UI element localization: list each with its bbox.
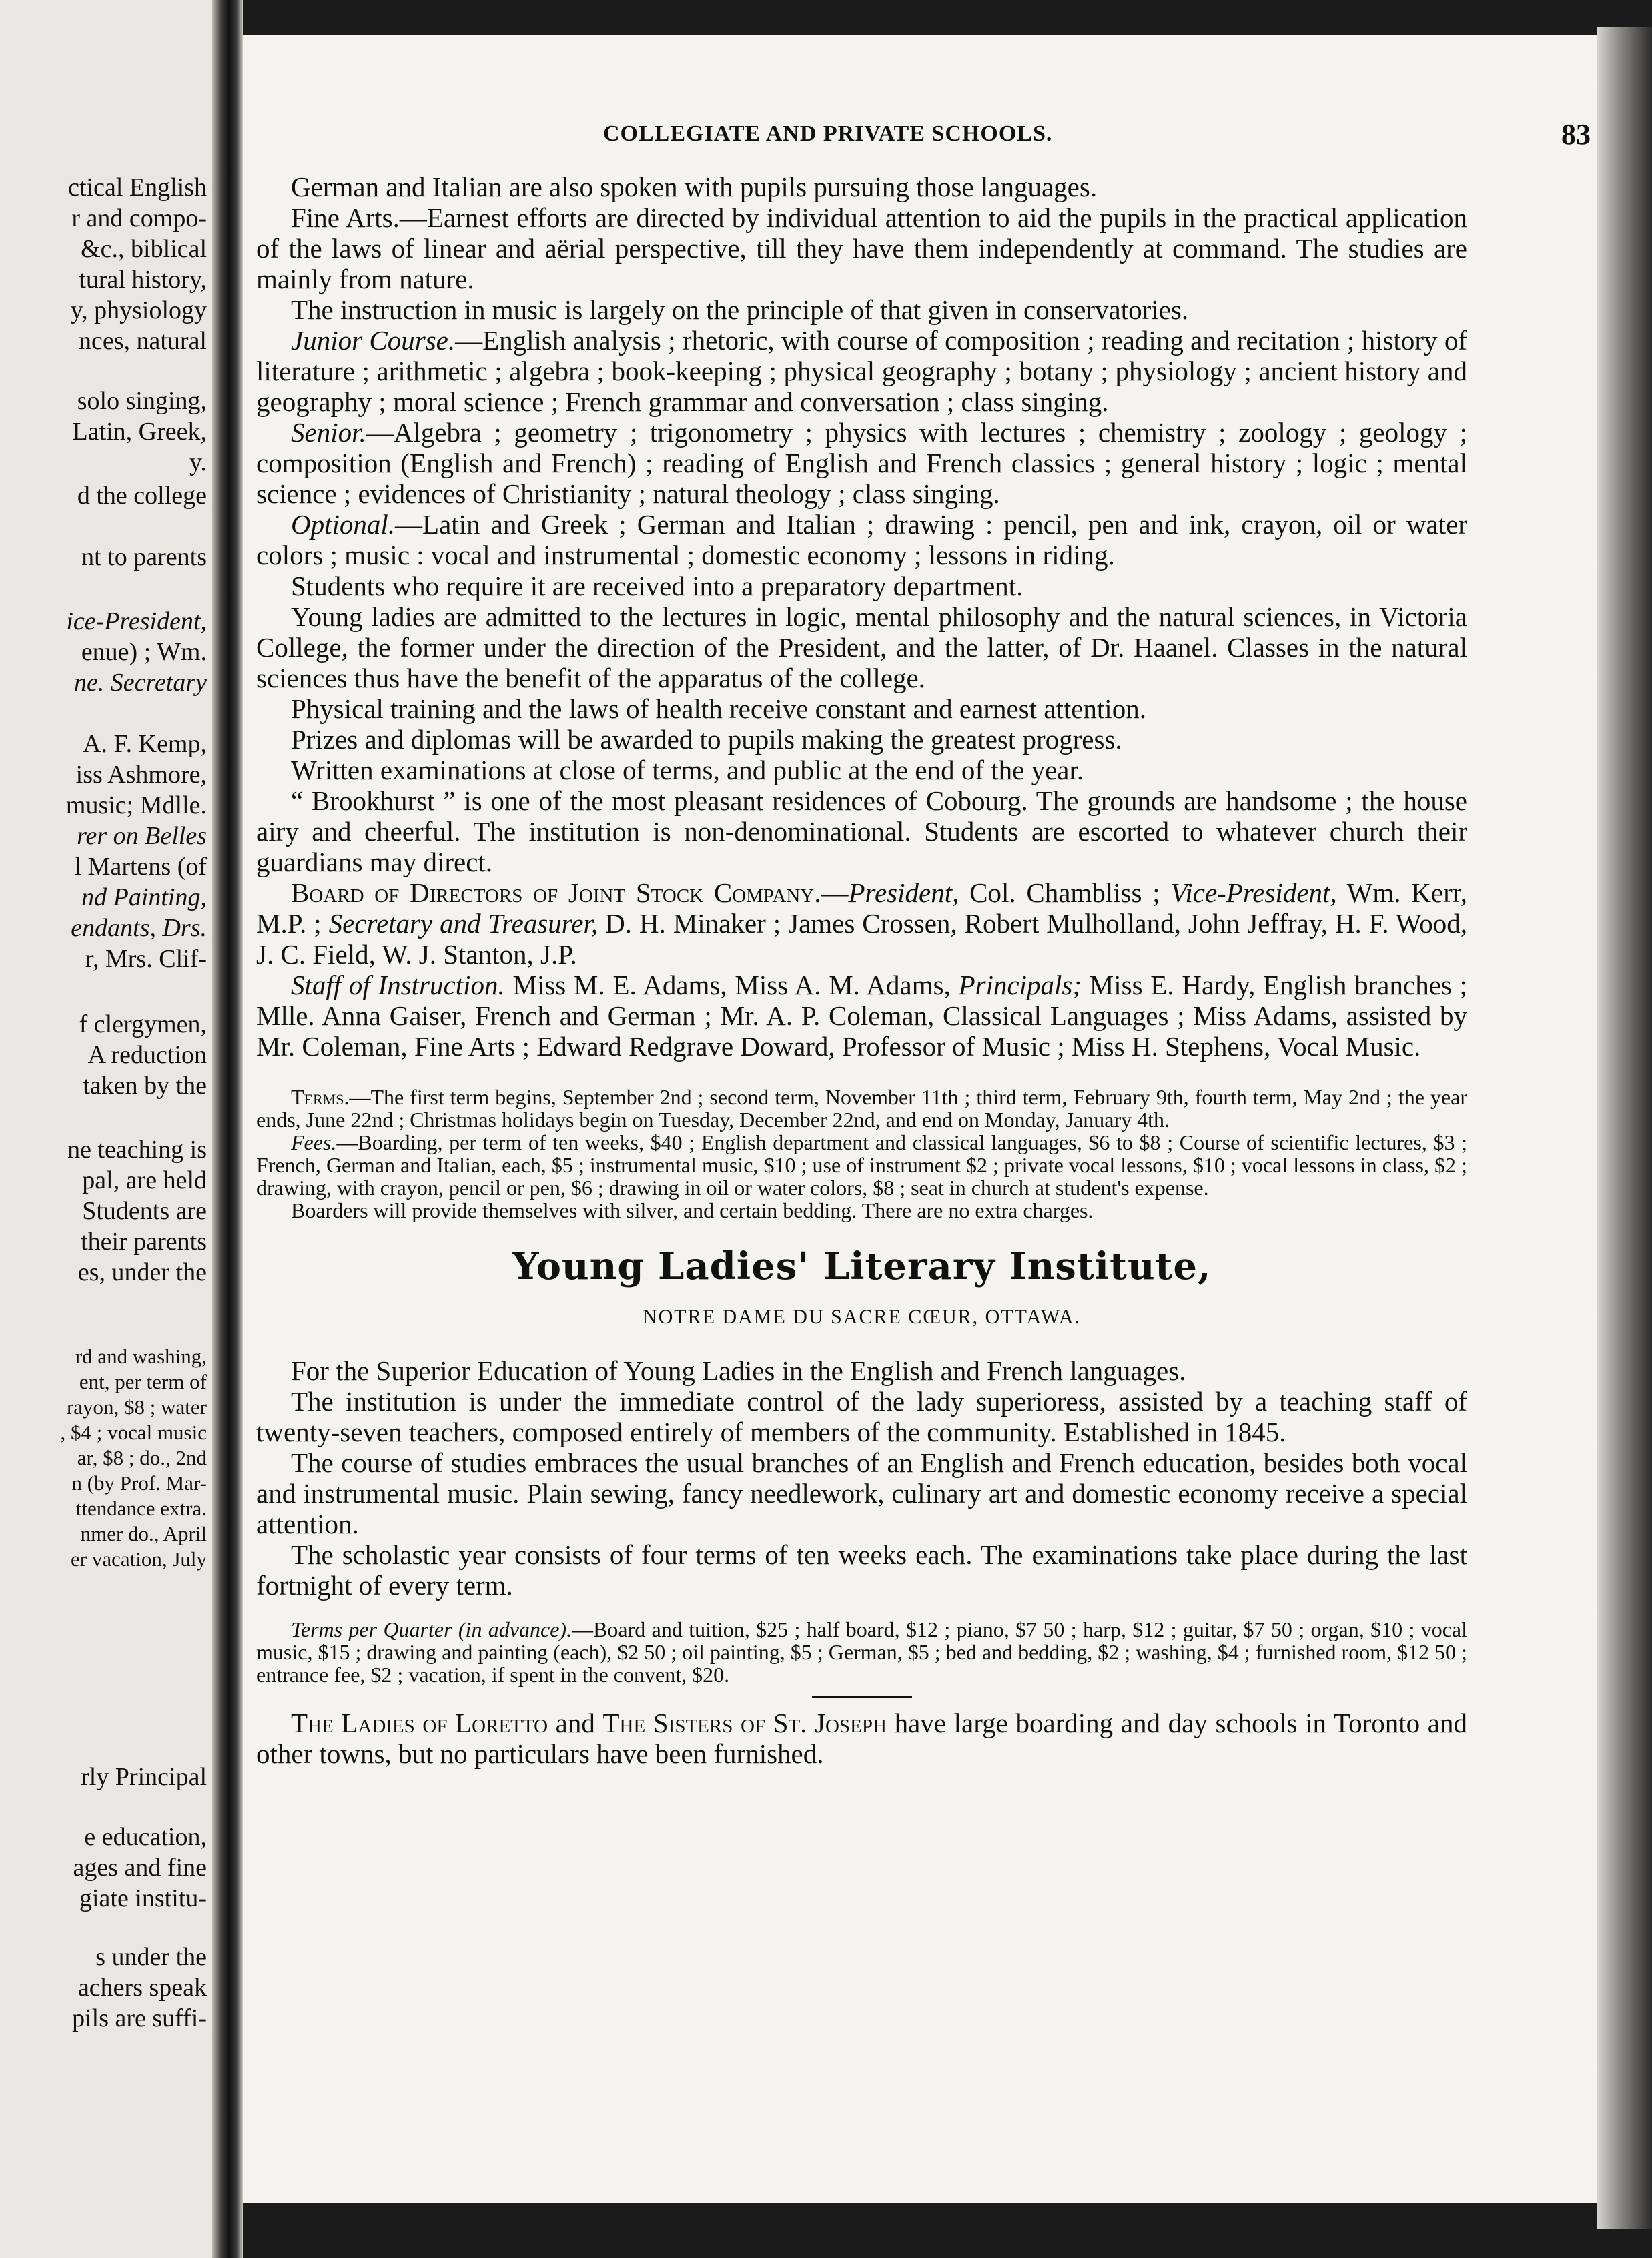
left-page-line: achers speak [77, 1974, 207, 2002]
left-page-line: &c., biblical [81, 235, 207, 263]
terms-block [256, 1086, 1467, 1222]
paragraph-junior-course: Junior Course.—English analysis ; rhetoric, with course of composition ; reading and recitation ; history of literature ; arithmetic ; algebra ; book-keeping ; physical geography ; botany ; physiology ; ancient history and geography ; moral science ; French grammar and conversation ; class singing. [256, 325, 1468, 417]
institute-terms: Terms per Quarter (in advance).—Board and tuition, $25 ; half board, $12 ; piano, $7 50 ; harp, $12 ; guitar, $7 50 ; organ, $10 ; vocal music, $15 ; drawing and painting (each), $2 50 ; oil painting, $5 ; German, $5 ; bed and bedding, $2 ; washing, $4 ; furnished room, $12 50 ; entrance fee, $2 ; vacation, if spent in the convent, $20. [256, 1617, 1468, 1687]
section-subtitle: NOTRE DAME DU SACRE CŒUR, OTTAWA. [642, 1306, 1082, 1328]
left-page-line: er vacation, July [70, 1547, 207, 1571]
left-page-line: y, physiology [70, 296, 207, 324]
main-text [256, 171, 1467, 1769]
left-page-fragment [0, 0, 212, 2258]
left-page-line: l Martens (of [74, 853, 207, 881]
left-page-line: iss Ashmore, [75, 761, 207, 789]
paragraph-fine-arts: Fine Arts.—Earnest efforts are directed by individual attention to aid the pupils in the practical application of the laws of linear and aërial perspective, till they have them independently at command. The studies are mainly from nature. [256, 202, 1467, 294]
paragraph: The course of studies embraces the usual branches of an English and French education, besides both vocal and instrumental music. Plain sewing, fancy needlework, culinary art and domestic economy receive a special attention. [256, 1447, 1467, 1539]
book-gutter [212, 0, 243, 2258]
left-page-line: music; Mdlle. [65, 791, 207, 819]
left-page-line: rer on Belles [77, 822, 207, 850]
paragraph-optional: Optional.—Latin and Greek ; German and Italian ; drawing : pencil, pen and ink, crayon, oil or water colors ; music : vocal and instrumental ; domestic economy ; lessons in riding. [256, 509, 1467, 571]
page-edge [1597, 27, 1652, 2229]
left-page-line: pal, are held [82, 1166, 207, 1194]
right-page [243, 35, 1597, 2203]
paragraph-staff: Staff of Instruction. Miss M. E. Adams, Miss A. M. Adams, Principals; Miss E. Hardy, English branches ; Mlle. Anna Gaiser, French and German ; Mr. A. P. Coleman, Classical Languages ; Miss Adams, assisted by Mr. Coleman, Fine Arts ; Edward Redgrave Doward, Professor of Music ; Miss H. Stephens, Vocal Music. [256, 970, 1467, 1062]
left-page-line: taken by the [83, 1072, 207, 1100]
left-page-line: nces, natural [78, 327, 207, 355]
left-page-line: tural history, [79, 266, 207, 294]
paragraph-board-of-directors: Board of Directors of Joint Stock Company.—President, Col. Chambliss ; Vice-President, Wm. Kerr, M.P. ; Secretary and Treasurer, D. H. Minaker ; James Crossen, Robert Mulholland, John Jeffray, H. F. Wood, J. C. Field, W. J. Stanton, J.P. [256, 877, 1467, 970]
paragraph: For the Superior Education of Young Ladies in the English and French languages. [291, 1355, 1186, 1386]
left-page-line: r, Mrs. Clif- [85, 945, 207, 973]
left-page-line: ent, per term of [79, 1370, 207, 1393]
left-page-line: pils are suffi- [72, 2004, 207, 2032]
left-page-line: A. F. Kemp, [83, 730, 207, 758]
left-page-line: , $4 ; vocal music [60, 1421, 207, 1444]
paragraph: Students who require it are received into a preparatory department. [291, 571, 1023, 601]
left-page-line: es, under the [77, 1258, 207, 1286]
left-page-line: enue) ; Wm. [81, 638, 207, 666]
left-page-line: nt to parents [81, 543, 207, 571]
left-page-line: nmer do., April [80, 1522, 207, 1545]
paragraph-senior: Senior.—Algebra ; geometry ; trigonometry ; physics with lectures ; chemistry ; zoology ; geology ; composition (English and French) ; reading of English and French classics ; general history ; logic ; mental science ; evidences of Christianity ; natural theology ; class singing. [256, 417, 1467, 509]
divider-rule [812, 1696, 912, 1698]
left-page-line: d the college [77, 482, 207, 510]
left-page-line: solo singing, [77, 387, 207, 415]
left-page-line: n (by Prof. Mar- [71, 1471, 207, 1495]
terms-text: Terms.—The first term begins, September 2nd ; second term, November 11th ; third term, February 9th, fourth term, May 2nd ; the year ends, June 22nd ; Christmas holidays begin on Tuesday, December 22nd, and end on Monday, January 4th. [256, 1085, 1467, 1132]
section-title: Young Ladies' Literary Institute, [512, 1244, 1212, 1288]
left-page-line: ice-President, [66, 607, 207, 635]
page-header [243, 118, 1597, 161]
left-page-line: nd Painting, [81, 883, 207, 911]
paragraph-brookhurst: “ Brookhurst ” is one of the most pleasant residences of Cobourg. The grounds are handsome ; the house airy and cheerful. The institution is non-denominational. Students are escorted to whatever church their guardians may direct. [256, 785, 1467, 877]
left-page-line: giate institu- [79, 1884, 207, 1912]
left-page-line: e education, [84, 1823, 207, 1851]
left-page-line: ne. Secretary [73, 669, 207, 697]
left-page-line: rd and washing, [75, 1345, 207, 1368]
paragraph: Prizes and diplomas will be awarded to pupils making the greatest progress. [291, 724, 1122, 755]
paragraph: Young ladies are admitted to the lectures in logic, mental philosophy and the natural sciences, in Victoria College, the former under the direction of the President, and the latter, of Dr. Haanel. Classes in the natural sciences thus have the benefit of the apparatus of the college. [256, 601, 1467, 693]
fees-text: Fees.—Boarding, per term of ten weeks, $40 ; English department and classical languages, $6 to $8 ; Course of scientific lectures, $3 ; French, German and Italian, each, $5 ; instrumental music, $10 ; use of instrument $2 ; private vocal lessons, $10 ; vocal lessons in class, $2 ; drawing, with crayon, pencil or pen, $6 ; drawing in oil or water colors, $8 ; seat in church at student's expense. [256, 1130, 1467, 1200]
left-page-line: ttendance extra. [75, 1497, 207, 1520]
left-page-line: Students are [82, 1197, 207, 1225]
left-page-line: ages and fine [73, 1854, 207, 1882]
paragraph: The scholastic year consists of four terms of ten weeks each. The examinations take place during the last fortnight of every term. [256, 1539, 1467, 1601]
paragraph: The instruction in music is largely on the principle of that given in conservatories. [291, 294, 1189, 325]
left-page-line: ar, $8 ; do., 2nd [77, 1446, 207, 1469]
left-page-line: rayon, $8 ; water [66, 1395, 207, 1419]
left-page-line: s under the [95, 1943, 207, 1971]
boarders-text: Boarders will provide themselves with silver, and certain bedding. There are no extra charges. [291, 1198, 1094, 1222]
left-page-line: r and compo- [71, 204, 207, 232]
left-page-line: A reduction [87, 1041, 207, 1069]
left-page-line: rly Principal [81, 1763, 207, 1791]
paragraph: German and Italian are also spoken with pupils pursuing those languages. [291, 171, 1098, 202]
paragraph: Written examinations at close of terms, and public at the end of the year. [291, 755, 1084, 785]
left-page-line: f clergymen, [79, 1010, 207, 1038]
left-page-line: y. [189, 448, 207, 476]
left-page-line: ctical English [68, 173, 207, 202]
running-head: COLLEGIATE AND PRIVATE SCHOOLS. [603, 121, 1053, 146]
footer-note: The Ladies of Loretto and The Sisters of St. Joseph have large boarding and day schools in Toronto and other towns, but no particulars have been furnished. [256, 1708, 1467, 1769]
paragraph: Physical training and the laws of health receive constant and earnest attention. [291, 693, 1146, 724]
page-number: 83 [1561, 118, 1591, 151]
paragraph: The institution is under the immediate control of the lady superioress, assisted by a teaching staff of twenty-seven teachers, composed entirely of members of the community. Established in 1845. [256, 1386, 1467, 1447]
left-page-line: their parents [81, 1228, 207, 1256]
left-page-line: ne teaching is [67, 1136, 207, 1164]
left-page-line: endants, Drs. [71, 914, 207, 942]
left-page-line: Latin, Greek, [72, 418, 207, 446]
